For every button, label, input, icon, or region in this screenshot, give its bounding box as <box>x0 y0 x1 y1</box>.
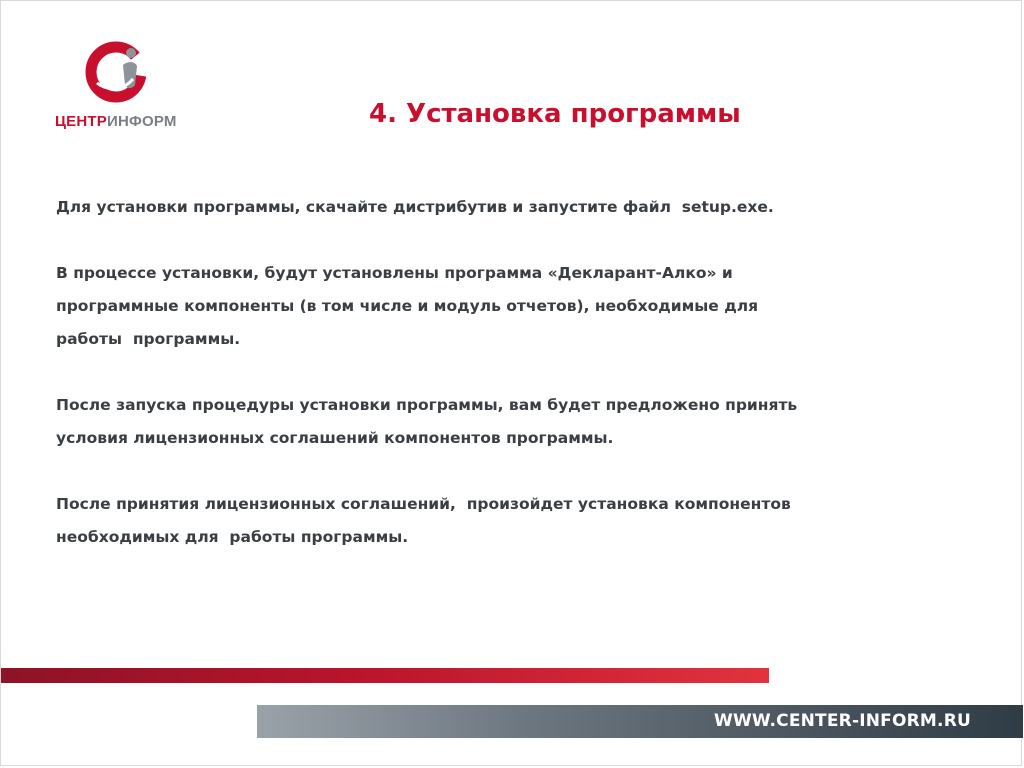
logo-text-red: ЦЕНТР <box>55 113 107 130</box>
paragraph-installation-components: В процессе установки, будут установлены программа «Декларант-Алко» и программные компоненты (в том числе и модуль отчетов), необходимые для работы программы. <box>56 264 759 348</box>
slide-body <box>56 191 956 587</box>
paragraph-license-agreement: После запуска процедуры установки программы, вам будет предложено принять условия лицензионных соглашений компонентов программы. <box>56 396 798 447</box>
logo-text-grey: ИНФОРМ <box>106 113 177 130</box>
company-logo <box>53 39 183 139</box>
paragraph-installation-result: После принятия лицензионных соглашений, произойдет установка компонентов необходимых для работы программы. <box>56 495 791 546</box>
page-title: 4. Установка программы <box>369 99 741 129</box>
centerinform-logo-icon <box>83 39 149 105</box>
red-decorative-bar <box>1 668 769 683</box>
footer-band <box>257 705 1023 738</box>
footer-website-url: WWW.CENTER-INFORM.RU <box>714 711 971 731</box>
paragraph-download: Для установки программы, скачайте дистрибутив и запустите файл setup.exe. <box>56 198 774 216</box>
logo-wordmark <box>55 113 177 130</box>
